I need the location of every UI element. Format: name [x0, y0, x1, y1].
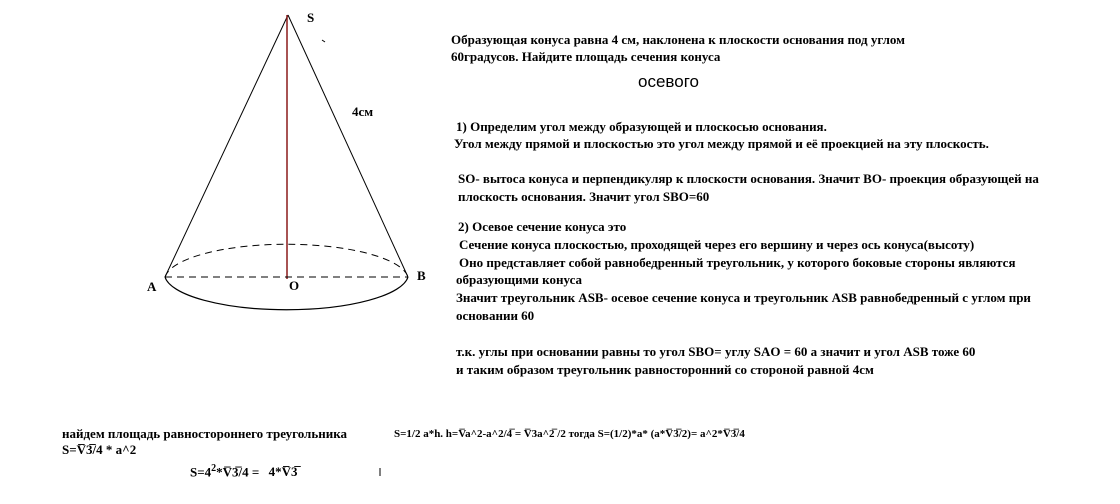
- step1-line-2: Угол между прямой и плоскостью это угол между прямой и её проекцией на эту плоскость.: [454, 136, 989, 151]
- area-result: [190, 461, 297, 480]
- stray-mark: [322, 40, 325, 42]
- step2-line-5: Значит треугольник ASB- осевое сечение конуса и треугольник ASB равнобедренный с углом при: [456, 290, 1031, 305]
- vertex-label-s: S: [307, 10, 315, 25]
- step2-line-4: образующими конуса: [456, 272, 583, 287]
- step2-line-7: т.к. углы при основании равны то угол SBO= углу SAO = 60 а значит и угол ASB тоже 60: [456, 344, 976, 359]
- point-label-a: A: [147, 279, 157, 294]
- step2-line-3: Оно представляет собой равнобедренный треугольник, у которого боковые стороны являются: [459, 255, 1016, 270]
- point-label-b: B: [417, 268, 426, 283]
- area-derivation: S=1/2 a*h. h=V̅a^2-a^2/4̅ = V̅3a^2̅ /2 тогда S=(1/2)*a* (a*V̅3̅/2)= a^2*V̅3̅/4: [394, 428, 745, 440]
- point-label-o: O: [289, 278, 300, 293]
- step2-title: 2) Осевое сечение конуса это: [458, 219, 627, 234]
- area-formula: S=V̅3̅/4 * a^2: [62, 442, 137, 457]
- length-label: 4см: [352, 104, 374, 119]
- area-result-value: 4*V̅3̅: [268, 464, 298, 480]
- step1-line-3: SO- вытоса конуса и перпендикуляр к плоскости основания. Значит BO- проекция образующей на: [458, 171, 1039, 186]
- area-result-s: S=4: [190, 464, 212, 480]
- step2-line-6: основании 60: [456, 308, 535, 323]
- area-result-rest: *V̅3̅/4 =: [216, 464, 260, 480]
- step2-line-2: Сечение конуса плоскостью, проходящей через его вершину и через ось конуса(высоту): [459, 237, 975, 252]
- step1-title: 1) Определим угол между образующей и плоскосью основания.: [456, 119, 827, 134]
- area-intro: найдем площадь равностороннего треугольника: [62, 426, 347, 441]
- area-result-exponent: 2: [211, 463, 217, 474]
- problem-insert-word: осевого: [638, 72, 699, 91]
- step1-line-4: плоскость основания. Значит угол SBO=60: [458, 189, 710, 204]
- problem-line-2: 60градусов. Найдите площадь сечения конуса: [451, 49, 721, 64]
- generatrix-sb: [288, 15, 408, 277]
- step2-line-8: и таким образом треугольник равносторонний со стороной равной 4см: [456, 362, 874, 377]
- generatrix-sa: [165, 15, 288, 277]
- problem-line-1: Образующая конуса равна 4 см, наклонена к плоскости основания под углом: [451, 32, 906, 47]
- base-front-arc: [165, 277, 408, 310]
